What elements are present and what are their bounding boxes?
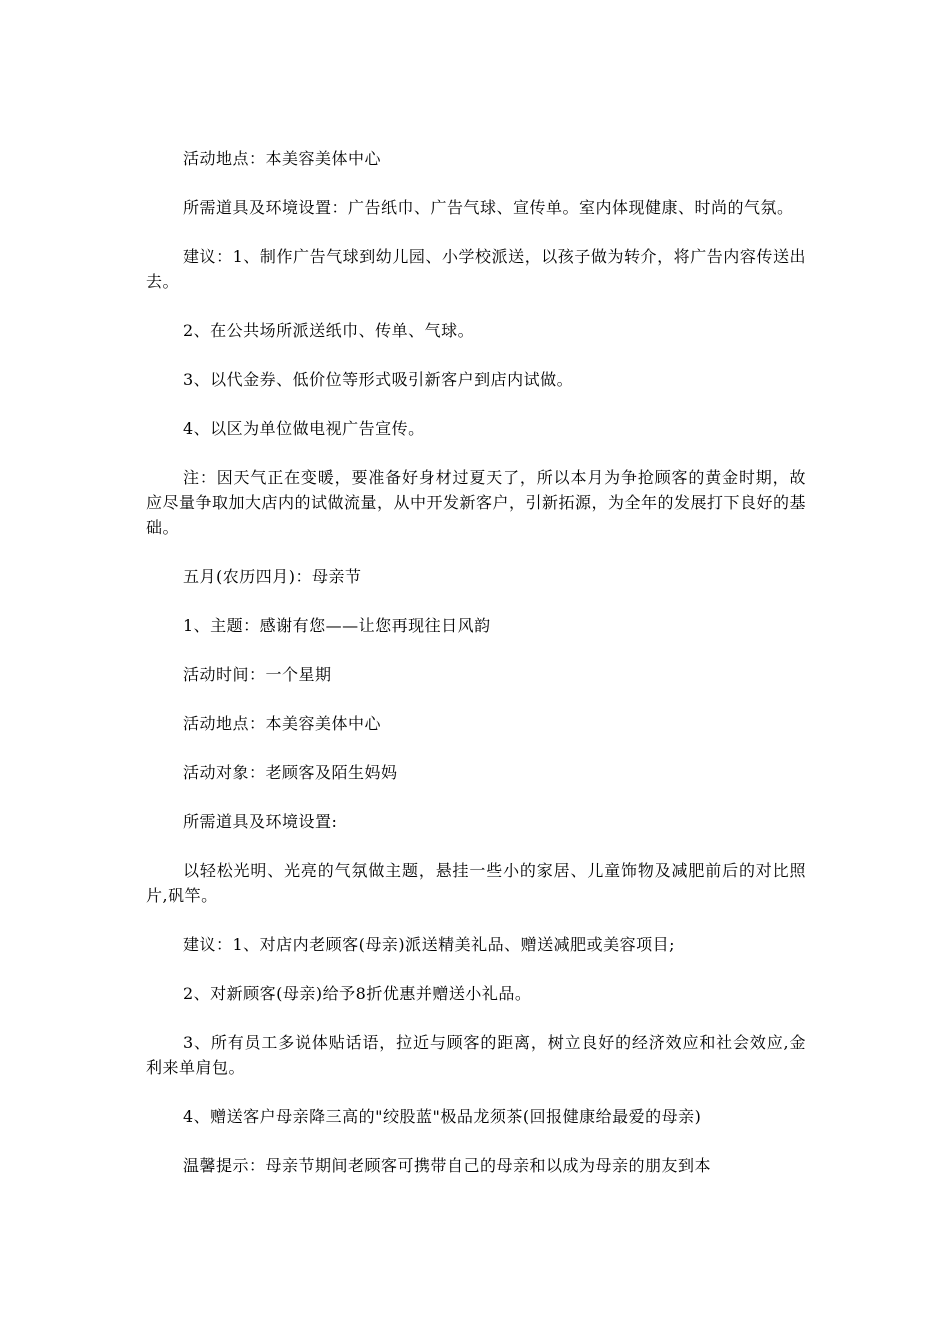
paragraph-reminder: 温馨提示：母亲节期间老顾客可携带自己的母亲和以成为母亲的朋友到本 (183, 1156, 712, 1175)
paragraph-mother-suggestion-3: 3、所有员工多说体贴话语，拉近与顾客的距离，树立良好的经济效应和社会效应,金利来单肩包。 (146, 1033, 806, 1077)
paragraph-suggestion-1: 建议：1、制作广告气球到幼儿园、小学校派送，以孩子做为转介，将广告内容传送出去。 (146, 247, 806, 291)
paragraph-suggestion-3: 3、以代金券、低价位等形式吸引新客户到店内试做。 (183, 370, 574, 389)
section-heading-may: 五月(农历四月)：母亲节 (183, 567, 362, 586)
paragraph-props-heading: 所需道具及环境设置: (183, 812, 338, 831)
paragraph-mother-suggestion-2: 2、对新顾客(母亲)给予8折优惠并赠送小礼品。 (183, 984, 532, 1003)
paragraph-suggestion-2: 2、在公共场所派送纸巾、传单、气球。 (183, 321, 475, 340)
paragraph-theme: 1、主题：感谢有您——让您再现往日风韵 (183, 616, 491, 635)
paragraph-mother-suggestion-1: 建议：1、对店内老顾客(母亲)派送精美礼品、赠送减肥或美容项目; (183, 935, 676, 954)
paragraph-props-setup: 所需道具及环境设置：广告纸巾、广告气球、宣传单。室内体现健康、时尚的气氛。 (183, 198, 794, 217)
paragraph-venue: 活动地点：本美容美体中心 (183, 149, 382, 168)
paragraph-venue-2: 活动地点：本美容美体中心 (183, 714, 382, 733)
paragraph-audience: 活动对象：老顾客及陌生妈妈 (183, 763, 398, 782)
paragraph-decoration: 以轻松光明、光亮的气氛做主题，悬挂一些小的家居、儿童饰物及减肥前后的对比照片,矾竿。 (146, 861, 806, 905)
paragraph-duration: 活动时间：一个星期 (183, 665, 332, 684)
paragraph-mother-suggestion-4: 4、赠送客户母亲降三高的"绞股蓝"极品龙须茶(回报健康给最爱的母亲) (183, 1107, 702, 1126)
document-body (146, 146, 806, 1202)
paragraph-note: 注：因天气正在变暖，要准备好身材过夏天了，所以本月为争抢顾客的黄金时期，故应尽量争取加大店内的试做流量，从中开发新客户，引新拓源，为全年的发展打下良好的基础。 (146, 468, 807, 537)
paragraph-suggestion-4: 4、以区为单位做电视广告宣传。 (183, 419, 425, 438)
